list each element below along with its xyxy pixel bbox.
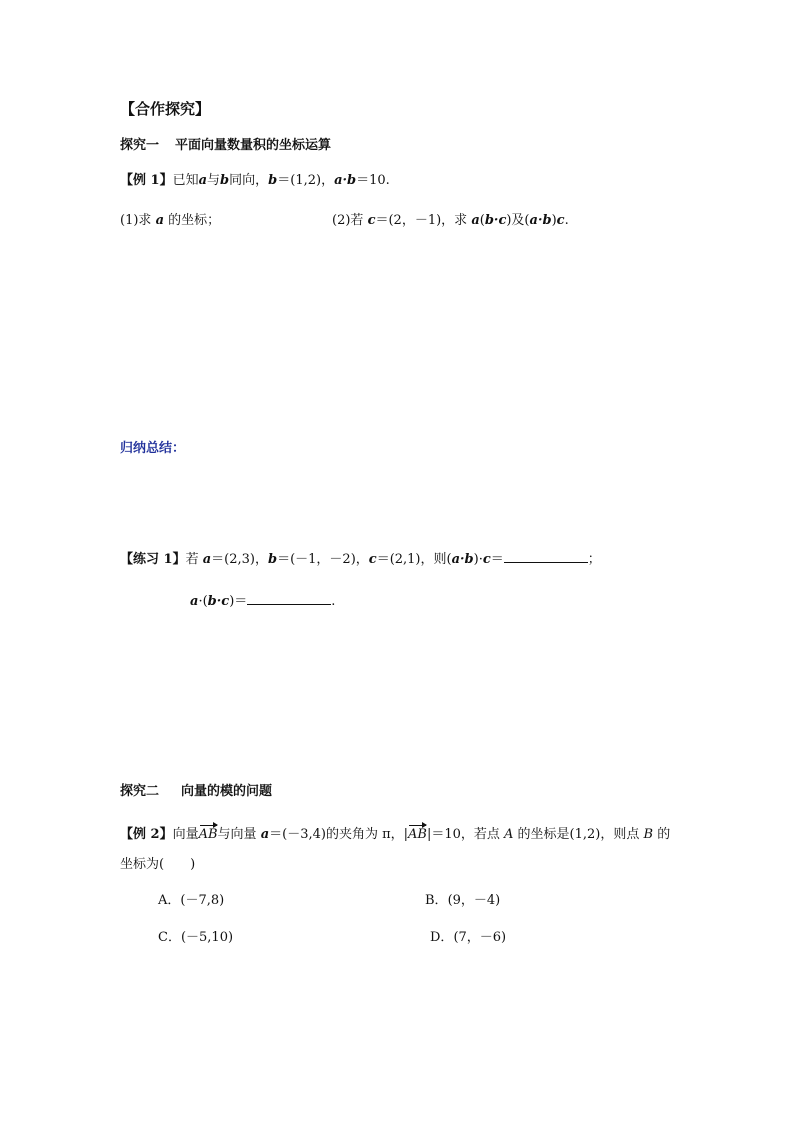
example1-part2: (2)若 c＝(2，－1)，求 a(b·c)及(a·b)c. <box>332 213 569 228</box>
example1-statement: 【例 1】已知a与b同向，b＝(1,2)，a·b＝10. <box>120 173 390 188</box>
answer-blank-1[interactable] <box>504 550 588 563</box>
option-d[interactable]: D．(7，－6) <box>430 930 507 945</box>
topic2-heading <box>120 783 272 801</box>
option-b[interactable]: B．(9，－4) <box>425 893 501 908</box>
answer-blank-2[interactable] <box>247 592 331 605</box>
section-heading: 【合作探究】 <box>120 100 211 118</box>
example2-line2: 坐标为( ) <box>120 857 196 872</box>
topic1-title: 平面向量数量积的坐标运算 <box>175 138 332 153</box>
topic2-label: 探究二 <box>120 784 160 799</box>
topic1-label: 探究一 <box>120 138 160 153</box>
option-c[interactable]: C．(－5,10) <box>158 930 234 945</box>
practice1-tag: 【练习 1】 <box>120 552 186 567</box>
topic1-heading <box>120 137 331 155</box>
example1-tag: 【例 1】 <box>120 173 173 188</box>
practice1-line2: a·(b·c)＝ . <box>190 594 336 609</box>
practice1-statement: 【练习 1】若 a＝(2,3)，b＝(－1，－2)，c＝(2,1)，则(a·b)·c＝ ； <box>120 552 601 567</box>
vector-ab-2: AB <box>408 827 427 842</box>
example2-tag: 【例 2】 <box>120 827 173 842</box>
vector-ab-1: AB <box>198 827 218 842</box>
example2-statement: 【例 2】向量AB与向量 a＝(－3,4)的夹角为 π，|AB|＝10，若点 A 的坐标是(1,2)，则点 B 的 <box>120 827 671 842</box>
summary-heading: 归纳总结： <box>120 441 186 456</box>
topic2-title: 向量的模的问题 <box>181 784 273 799</box>
option-a[interactable]: A．(－7,8) <box>158 893 225 908</box>
example1-part1: (1)求 a 的坐标； <box>120 213 221 228</box>
